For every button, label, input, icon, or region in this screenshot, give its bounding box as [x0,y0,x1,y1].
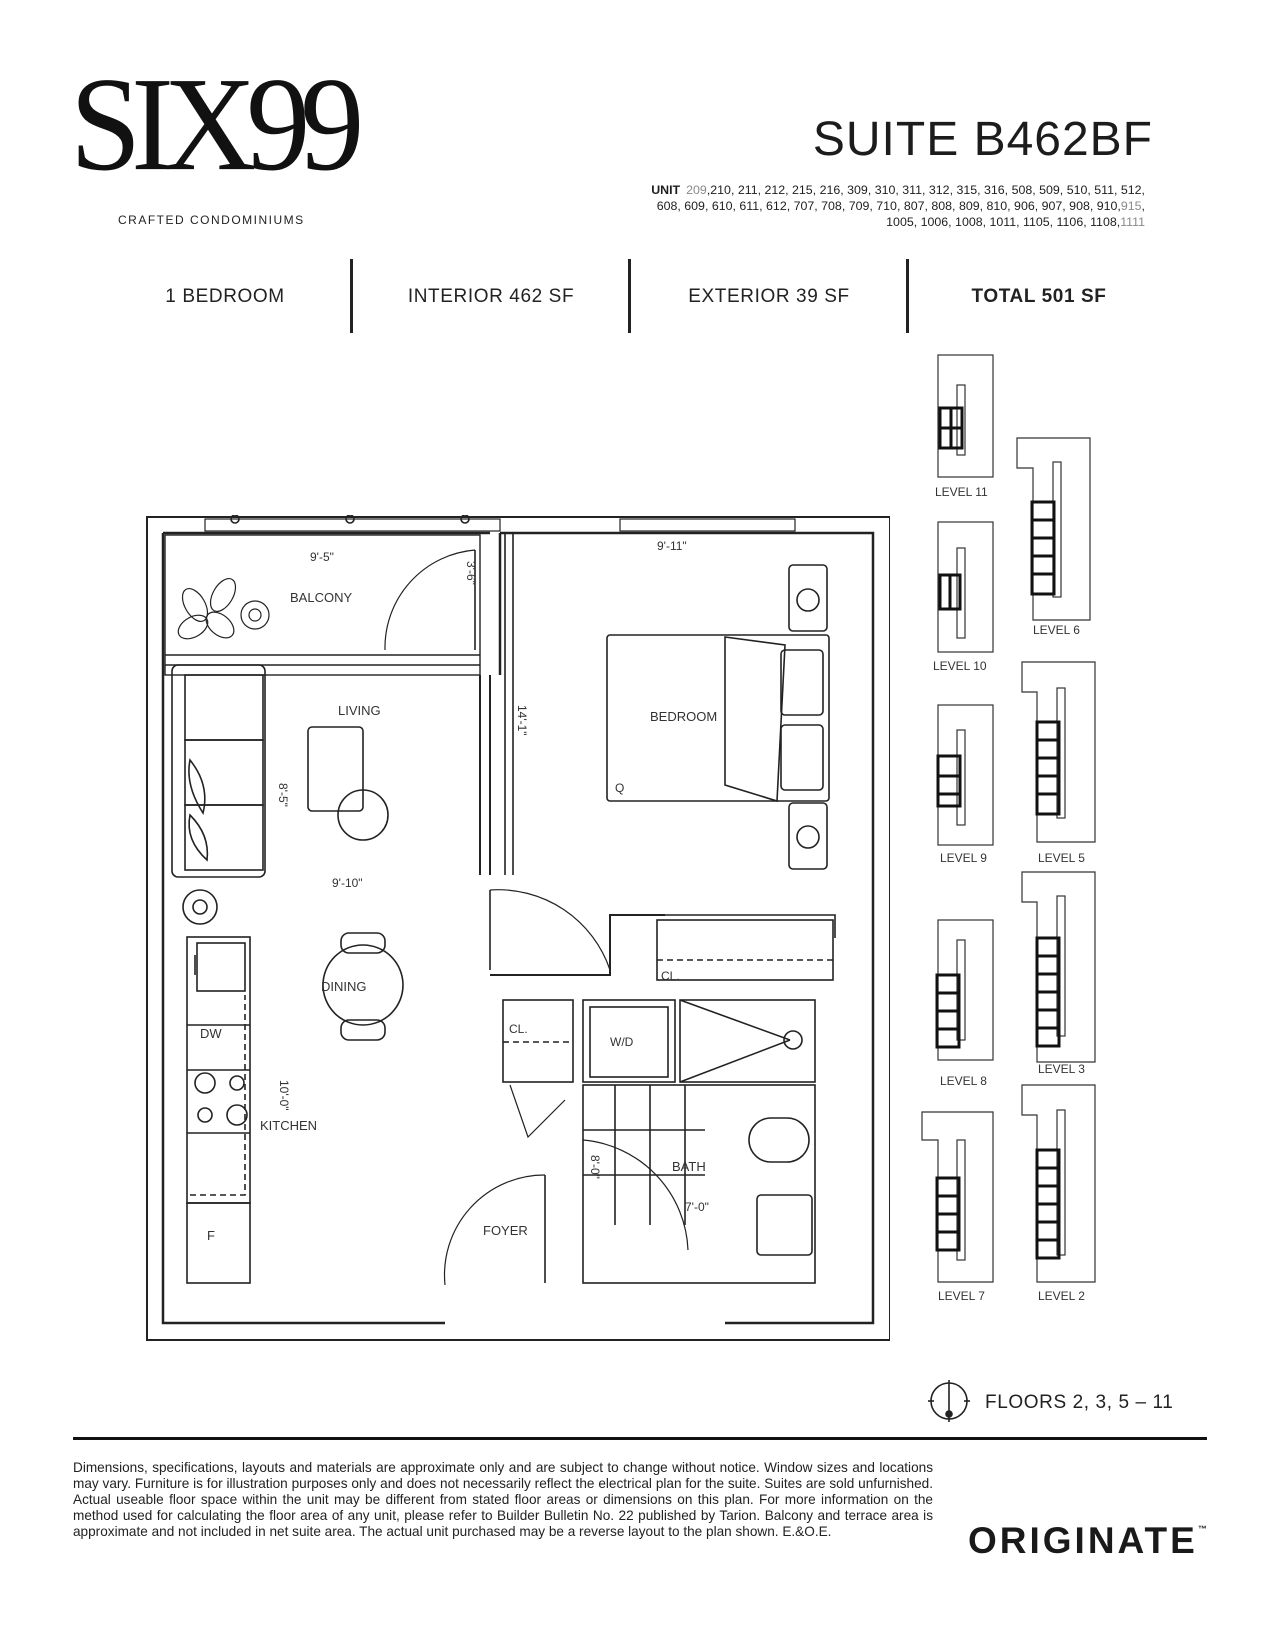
bedroom-depth: 14'-1" [515,705,529,736]
level-7-label: LEVEL 7 [938,1289,985,1303]
bedroom-width: 9'-11" [657,539,687,553]
living-label: LIVING [338,703,381,718]
level-key-plans [915,350,1145,1340]
key-plan-level-10 [938,522,993,652]
level-2-label: LEVEL 2 [1038,1289,1085,1303]
bedroom-closet-label: CL. [661,969,680,983]
level-10-label: LEVEL 10 [933,659,987,673]
living-depth: 8'-5" [276,783,290,807]
balcony-depth: 3'-6" [464,561,478,585]
unit-number-dim: 1111 [1120,215,1145,229]
fridge-label: F [207,1228,215,1243]
level-5-label: LEVEL 5 [1038,851,1085,865]
north-compass-icon [926,1378,972,1424]
unit-numbers: ,210, 211, 212, 215, 216, 309, 310, 311, 312, 315, 316, 508, 509, 510, 511, 512, 608, 609, 610, 611, 612, 707, 708, 709, 710, 807, 808, 809, 810, 906, 907, 908, 910, [656,183,1145,213]
exterior-area: EXTERIOR 39 SF [688,286,850,307]
bath-depth: 8'-0" [588,1155,602,1179]
legal-disclaimer: Dimensions, specifications, layouts and materials are approximate only and are subject to change without notice. Window sizes and locations may vary. Furniture is for illustration purposes only and does not necessarily reflect the electrical plan for the suite. Suites are sold unfurnished. Actual useable floor space within the unit may be different from stated floor areas or dimensions on this plan. For more information on the method used for calculating the floor area of any unit, please refer to Builder Bulletin No. 22 published by Tarion. Balcony and terrace area is approximate and not included in net suite area. The actual unit purchased may be a reverse layout to the plan shown. E.&O.E. [73,1460,933,1539]
unit-number-dim: 209 [686,183,707,197]
level-9-label: LEVEL 9 [940,851,987,865]
total-area: TOTAL 501 SF [971,286,1107,307]
dishwasher-label: DW [200,1026,222,1041]
key-plan-level-5 [1022,662,1095,842]
level-11-label: LEVEL 11 [935,485,988,499]
footer-divider [73,1437,1207,1440]
key-plan-level-9 [938,705,993,845]
kitchen-depth: 10'-0" [277,1080,291,1111]
bath-label: BATH [672,1159,706,1174]
floor-plan [145,515,890,1350]
brand-name: ORIGINATE [968,1520,1198,1561]
unit-label: UNIT [651,183,681,197]
originate-logo [968,1520,1207,1562]
logo-tagline: CRAFTED CONDOMINIUMS [118,213,305,227]
balcony-width: 9'-5" [310,550,334,564]
foyer-label: FOYER [483,1223,528,1238]
bedroom-count: 1 BEDROOM [165,286,285,307]
balcony-label: BALCONY [290,590,353,605]
key-plan-level-6 [1017,438,1090,620]
bedroom-label: BEDROOM [650,709,718,724]
unit-number-dim: 915 [1120,199,1142,213]
key-plan-level-2 [1022,1085,1095,1282]
bath-width: 7'-0" [685,1200,709,1214]
interior-area: INTERIOR 462 SF [407,286,575,307]
level-8-label: LEVEL 8 [940,1074,987,1088]
level-6-label: LEVEL 6 [1033,623,1080,637]
unit-numbers: , 1005, 1006, 1008, 1011, 1105, 1106, 1108, [886,199,1145,229]
bed-size: Q [615,781,625,795]
six99-logo: SIX99 [70,49,355,199]
suite-title: SUITE B462BF [812,113,1153,166]
trademark-mark: ™ [1197,1524,1207,1534]
dining-label: DINING [321,979,367,994]
unit-number-list [625,182,1145,230]
kitchen-label: KITCHEN [260,1118,318,1133]
foyer-closet-label: CL. [509,1022,528,1036]
key-plan-level-11 [938,355,993,477]
key-plan-level-8 [937,920,993,1060]
floors-applicable: FLOORS 2, 3, 5 – 11 [985,1392,1174,1413]
key-plan-level-3 [1022,872,1095,1062]
level-3-label: LEVEL 3 [1038,1062,1085,1076]
living-width: 9'-10" [332,876,363,890]
key-plan-level-7 [922,1112,993,1282]
washer-dryer-label: W/D [610,1035,634,1049]
